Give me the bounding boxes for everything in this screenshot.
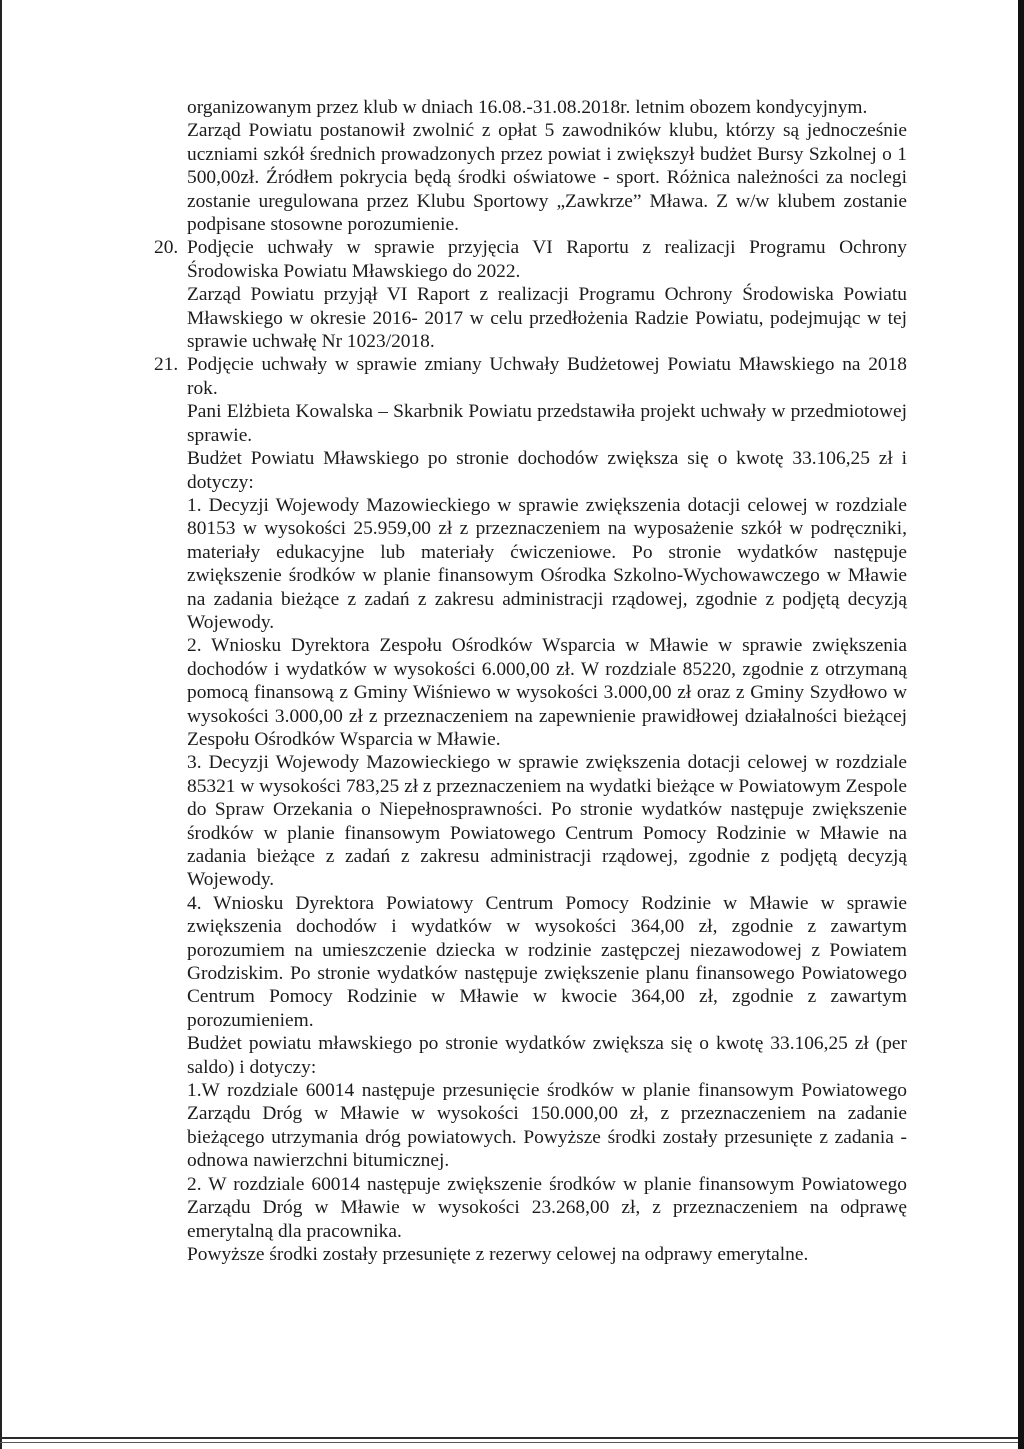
expense-summary: Budżet powiatu mławskiego po stronie wydatków zwiększa się o kwotę 33.106,25 zł (per saldo) i dotyczy: (187, 1033, 907, 1078)
income-point-3: 3. Decyzji Wojewody Mazowieckiego w sprawie zwiększenia dotacji celowej w rozdziale 85321 w wysokości 783,25 zł z przeznaczeniem na wydatki bieżące w Powiatowym Zespole do Spraw Orzekania o Niepełnosprawności. Po stronie wydatków następuje zwiększenie środków w planie finansowym Powiatowego Centrum Pomocy Rodzinie w Mławie na zadania bieżące z zadań z zakresu administracji rządowej, zgodnie z podjętą decyzją Wojewody. (187, 752, 907, 891)
income-point-1: 1. Decyzji Wojewody Mazowieckiego w sprawie zwiększenia dotacji celowej w rozdziale 80153 w wysokości 25.959,00 zł z przeznaczeniem na wyposażenie szkół w podręczniki, materiały edukacyjne lub materiały ćwiczeniowe. Po stronie wydatków następuje zwiększenie środków w planie finansowym Ośrodka Szkolno-Wychowawczego w Mławie na zadania bieżące z zadań z zakresu administracji rządowej, zgodnie z podjętą decyzją Wojewody. (187, 494, 907, 633)
document-body (154, 96, 907, 1266)
closing-sentence: Powyższe środki zostały przesunięte z rezerwy celowej na odprawy emerytalne. (187, 1243, 809, 1265)
income-summary: Budżet Powiatu Mławskiego po stronie dochodów zwiększa się o kwotę 33.106,25 zł i dotyczy: (187, 448, 907, 493)
income-point-4: 4. Wniosku Dyrektora Powiatowy Centrum Pomocy Rodzinie w Mławie w sprawie zwiększenia dochodów i wydatków w wysokości 364,00 zł, zgodnie z zawartym porozumiem na umieszczenie dziecka w rodzinie zastępczej niezawodowej z Powiatem Grodziskim. Po stronie wydatków następuje zwiększenie planu finansowego Powiatowego Centrum Pomocy Rodzinie w Mławie w kwocie 364,00 zł, zgodnie z zawartym porozumieniem. (187, 892, 907, 1031)
agenda-item-20 (154, 236, 907, 283)
item-title: Podjęcie uchwały w sprawie zmiany Uchwały Budżetowej Powiatu Mławskiego na 2018 rok. (187, 354, 907, 399)
item-20-body: Zarząd Powiatu przyjął VI Raport z realizacji Programu Ochrony Środowiska Powiatu Mławskiego w okresie 2016- 2017 w celu przedłożenia Radzie Powiatu, podejmując w tej sprawie uchwałę Nr 1023/2018. (187, 284, 907, 353)
agenda-item-21 (154, 353, 907, 400)
treasurer-paragraph: Pani Elżbieta Kowalska – Skarbnik Powiatu przedstawiła projekt uchwały w przedmiotowej sprawie. (187, 401, 907, 446)
expense-point-2: 2. W rozdziale 60014 następuje zwiększenie środków w planie finansowym Powiatowego Zarządu Dróg w Mławie w wysokości 23.268,00 zł, z przeznaczeniem na odprawę emerytalną dla pracownika. (187, 1173, 907, 1242)
paragraph-continuation: organizowanym przez klub w dniach 16.08.-31.08.2018r. letnim obozem kondycyjnym. (187, 97, 868, 118)
scan-edge-left (0, 0, 2, 1449)
paragraph-fee-exemption: Zarząd Powiatu postanowił zwolnić z opłat 5 zawodników klubu, którzy są jednocześnie uczniami szkół średnich prowadzonych przez powiat i zwiększył budżet Bursy Szkolnej o 1 500,00zł. Źródłem pokrycia będą środki oświatowe - sport. Różnica należności za noclegi zostanie uregulowana przez Klubu Sportowy „Zawkrze” Mława. Z w/w klubem zostanie podpisane stosowne porozumienie. (187, 120, 907, 236)
expense-point-1: 1.W rozdziale 60014 następuje przesunięcie środków w planie finansowym Powiatowego Zarządu Dróg w Mławie w wysokości 150.000,00 zł, z przeznaczeniem na zadanie bieżącego utrzymania dróg powiatowych. Powyższe środki zostały przesunięte z zadania - odnowa nawierzchni bitumicznej. (187, 1080, 907, 1172)
item-number: 21. (154, 354, 179, 376)
item-number: 20. (154, 237, 179, 259)
scan-bottom-rule-thin (0, 1442, 1018, 1443)
income-point-2: 2. Wniosku Dyrektora Zespołu Ośrodków Wsparcia w Mławie w sprawie zwiększenia dochodów i wydatków w wysokości 6.000,00 zł. W rozdziale 85220, zgodnie z otrzymaną pomocą finansową z Gminy Wiśniewo w wysokości 3.000,00 zł oraz z Gminy Szydłowo w wysokości 3.000,00 zł z przeznaczeniem na zapewnienie prawidłowej działalności bieżącej Zespołu Ośrodków Wsparcia w Mławie. (187, 635, 907, 750)
item-title: Podjęcie uchwały w sprawie przyjęcia VI Raportu z realizacji Programu Ochrony Środowiska Powiatu Mławskiego do 2022. (187, 237, 907, 282)
scan-bottom-rule (0, 1437, 1018, 1439)
scan-edge-right (1018, 0, 1024, 1449)
